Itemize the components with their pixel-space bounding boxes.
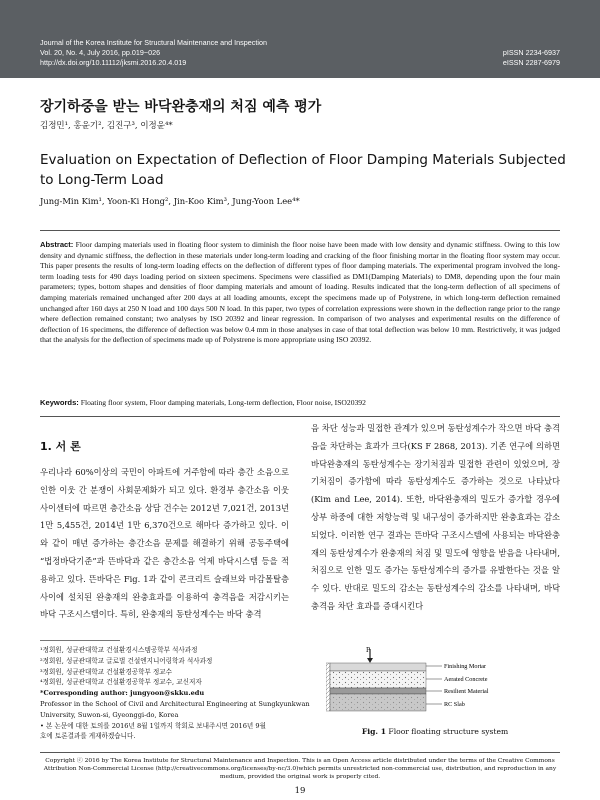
footnote: ³정회원, 성균관대학교 건설환경공학부 정교수 xyxy=(40,667,173,676)
footnote: 호에 토론결과를 게재하겠습니다. xyxy=(40,732,136,741)
abstract-bottom-rule xyxy=(40,416,560,417)
section-heading: 1. 서 론 xyxy=(40,440,81,453)
copyright-notice: Copyright ⓒ 2016 by The Korea Institute for Structural Maintenance and Inspection. This is an Open Access article distributed under the terms of the Creative Commons Attribution Non-Commercial License (http://creativecommons.org/licenses/by-nc/3.0)which permits unrestricted non-commercial use, distribution, and reproduction in any medium, provided the original work is properly cited. xyxy=(43,758,557,780)
footnote: ⁴정회원, 성균관대학교 건설환경공학부 정교수, 교신저자 xyxy=(40,678,202,687)
eissn: eISSN 2287-6979 xyxy=(502,58,560,67)
footnote: ¹정회원, 성균관대학교 건설환경시스템공학부 석사과정 xyxy=(40,646,198,654)
english-title: Evaluation on Expectation of Deflection of Floor Damping Materials Subjected to Long-Term Load xyxy=(40,152,566,188)
figure-caption xyxy=(310,727,560,736)
keywords-text: Floating floor system, Floor damping materials, Long-term deflection, Floor noise, ISO20392 xyxy=(80,398,366,407)
footnote: • 본 논문에 대한 토의를 2016년 8월 1일까지 학회로 보내주시면 2016년 9월 xyxy=(40,721,266,730)
figure-caption-label: Fig. 1 xyxy=(361,727,386,736)
corresponding-author: *Corresponding author: jungyoon@skku.edu xyxy=(40,689,205,698)
korean-title: 장기하중을 받는 바닥완충재의 처짐 예측 평가 xyxy=(40,99,322,115)
abstract xyxy=(40,240,560,346)
footnote-rule xyxy=(40,640,120,641)
page-number: 19 xyxy=(294,786,306,796)
finishing-mortar-layer xyxy=(330,663,426,671)
resilient-material-layer xyxy=(330,688,426,694)
footnotes xyxy=(40,645,310,742)
abstract-text: Floor damping materials used in floating floor system to diminish the floor noise have been made with low density and dynamic stiffness. Owing to this low density and dynamic stiffness, the deflection in these materials under long-term loading and cracking of the floor finishing mortar in the floating floor system may occur. This paper presents the results of long-term loading effects on the deflection of different types of floor damping materials. The experimental program involved the long-term loading tests for 490 days loading period on sixteen specimens. Specimens were classified as DM1(Damping Materials) to DM8, depending upon the four main parameters; types, bottom shapes and densities of floor damping materials and amount of loading. Results indicated that the long-term deflection of all specimens of damping materials remained unchanged after 200 days at all loading amounts, except the specimens made up of Polystrene, in which long-term deflection remained unchanged after 160 days at 250 N load and 100 days 500 N load. In this paper, two types of correlation expressions were shown in the deflection range prior to the range where deflection remained constant; two analyses by ISO 20392 and linear regression. In comparison of two analyses and experimental results on the difference of deflection of 16 specimens, the difference of deflection was below 0.4 mm in those analyses in case of that total deflection was below 10 mm. Restrictively, it was judged that the analysis for the deflection of specimens made up of Polystrene is more appropriate using ISO 20392. xyxy=(40,240,560,345)
copyright-rule xyxy=(40,752,560,753)
figure-caption-text: Floor floating structure system xyxy=(388,727,509,736)
korean-authors: 김정민¹, 홍윤기², 김진구³, 이정윤⁴* xyxy=(40,121,173,131)
footnote: University, Suwon-si, Gyeonggi-do, Korea xyxy=(40,710,179,719)
floor-structure-figure xyxy=(326,646,526,718)
load-label: P xyxy=(366,647,371,654)
footnote: Professor in the School of Civil and Architectural Engineering at Sungkyunkwan xyxy=(40,699,310,708)
layer-label: Resilient Material xyxy=(444,688,489,695)
keywords-label: Keywords: xyxy=(40,398,79,407)
footnote: ²정회원, 성균관대학교 글로벌 건설엔지니어링학과 석사과정 xyxy=(40,656,213,665)
journal-header xyxy=(0,0,600,78)
abstract-top-rule xyxy=(40,230,560,231)
body-right-column: 음 차단 성능과 밀접한 관계가 있으며 동탄성계수가 작으면 바닥 충격음을 차단하는 효과가 크다(KS F 2868, 2013). 기존 연구에 의하면 바닥완충재의 동탄성계수는 장기처짐과 밀접한 관련이 있었으며, 장기처짐이 증가함에 따라 동탄성계수도 증가하는 것으로 나타났다(Kim and Lee, 2014). 또한, 바닥완충재의 밀도가 증가할 경우에 상부 하중에 대한 저항능력 및 내구성이 증가하지만 완충효과는 감소되었다. 이러한 연구 결과는 뜬바닥 구조시스템에 사용되는 바닥완충재의 동탄성계수가 완충재의 처짐 및 밀도에 영향을 받음을 나타내며, 처짐으로 인한 밀도 증가는 동탄성계수의 증가를 유발한다는 것을 알 수 있다. 반대로 밀도의 감소는 동탄성계수의 감소를 나타내며, 바닥충격음 차단 효과를 증대시킨다 xyxy=(311,423,560,611)
layer-label: RC Slab xyxy=(444,701,465,708)
journal-volume: Vol. 20, No. 4, July 2016, pp.019~026 xyxy=(40,48,161,57)
english-authors: Jung-Min Kim¹, Yoon-Ki Hong², Jin-Koo Kim³, Jung-Yoon Lee⁴* xyxy=(40,196,300,206)
body-left-column: 우리나라 60%이상의 국민이 아파트에 거주함에 따라 층간 소음으로 인한 이웃 간 분쟁이 사회문제화가 되고 있다. 환경부 층간소음 이웃사이센터에 따르면 층간소음 상담 건수는 2012년 7,021건, 2013년 1만 5,455건, 2014년 1만 6,370건으로 해마다 증가하고 있다. 이와 같이 매년 증가하는 층간소음 문제를 해결하기 위해 공동주택에 “법정바닥기준”과 뜬바닥과 같은 층간소음 억제 바닥시스템 등을 적용하고 있다. 뜬바닥은 Fig. 1과 같이 콘크리트 슬래브와 마감몰탈층 사이에 설치된 완충재의 완충효과를 이용하여 충격음을 저감시키는 바닥 구조시스템이다. 특히, 완충재의 동탄성계수는 바닥 충격 xyxy=(40,467,289,620)
layer-label: Aerated Concrete xyxy=(444,676,488,683)
doi-link[interactable]: http://dx.doi.org/10.11112/jksmi.2016.20.4.019 xyxy=(40,58,187,67)
layer-label: Finishing Mortar xyxy=(444,663,487,670)
keywords xyxy=(40,398,560,407)
abstract-label: Abstract: xyxy=(40,240,74,249)
journal-name: Journal of the Korea Institute for Structural Maintenance and Inspection xyxy=(40,38,267,47)
pissn: pISSN 2234-6937 xyxy=(502,48,560,57)
